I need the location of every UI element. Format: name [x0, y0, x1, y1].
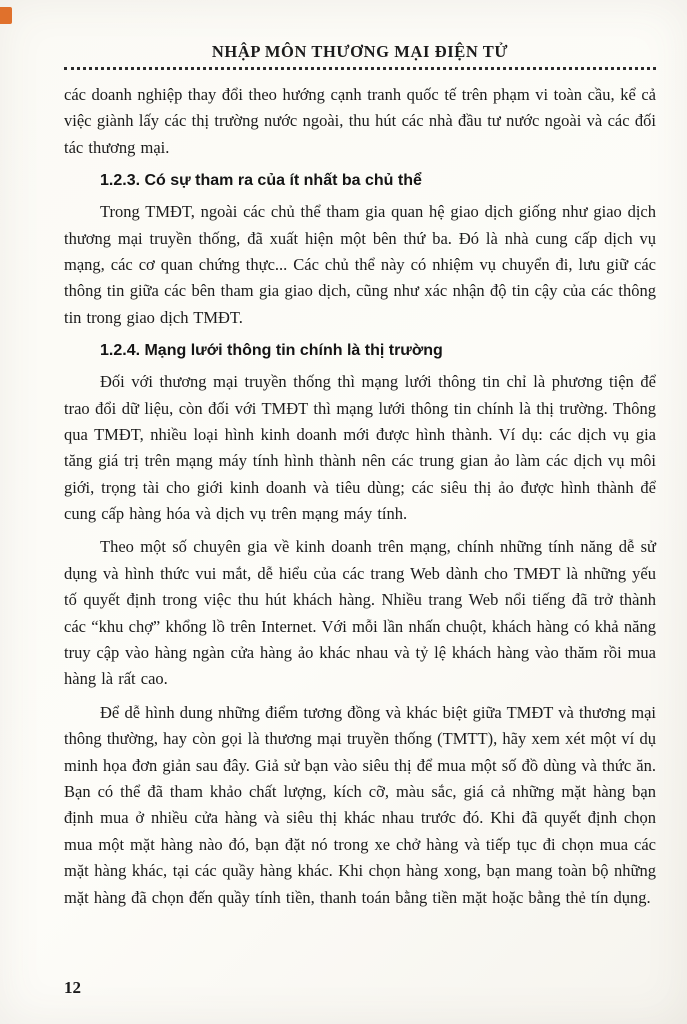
page-number: 12 — [64, 978, 81, 997]
running-header-title: NHẬP MÔN THƯƠNG MẠI ĐIỆN TỬ — [211, 42, 509, 61]
scan-corner-mark — [0, 7, 12, 24]
section-heading-1-2-4: 1.2.4. Mạng lưới thông tin chính là thị trường — [100, 342, 443, 360]
paragraph: Trong TMĐT, ngoài các chủ thể tham gia quan hệ giao dịch giống như giao dịch thương mại truyền thống, đã xuất hiện một bên thứ ba. Đó là nhà cung cấp dịch vụ mạng, các cơ quan chứng thực... Các chủ thể này có nhiệm vụ chuyển đi, lưu giữ các thông tin giữa các bên tham gia giao dịch, cũng như xác nhận độ tin cậy của các thông tin trong giao dịch TMĐT. — [64, 202, 656, 327]
paragraph: Để dễ hình dung những điểm tương đồng và khác biệt giữa TMĐT và thương mại thông thường, hay còn gọi là thương mại truyền thống (TMTT), hãy xem xét một ví dụ minh họa đơn giản sau đây. Giả sử bạn vào siêu thị để mua một số đồ dùng và thức ăn. Bạn có thể đã tham khảo chất lượng, kích cỡ, màu sắc, giá cả những mặt hàng bạn định mua ở nhiều cửa hàng và siêu thị khác nhau trước đó. Khi đã quyết định chọn mua một mặt hàng nào đó, bạn đặt nó trong xe chở hàng và tiếp tục đi chọn mua các mặt hàng khác, tại các quầy hàng khác. Khi chọn hàng xong, bạn mang toàn bộ những mặt hàng đã chọn đến quầy tính tiền, thanh toán bằng tiền mặt hoặc bằng thẻ tín dụng. — [64, 702, 656, 907]
header-dotted-rule — [64, 67, 656, 70]
page-content — [64, 42, 656, 918]
paragraph-continuation: các doanh nghiệp thay đổi theo hướng cạnh tranh quốc tế trên phạm vi toàn cầu, kể cả việc giành lấy các thị trường nước ngoài, thu hút các nhà đầu tư nước ngoài và các đối tác thương mại. — [64, 85, 656, 157]
paragraph: Đối với thương mại truyền thống thì mạng lưới thông tin chỉ là phương tiện để trao đổi dữ liệu, còn đối với TMĐT thì mạng lưới thông tin chính là thị trường. Thông qua TMĐT, nhiều loại hình kinh doanh mới được hình thành. Ví dụ: các dịch vụ gia tăng giá trị trên mạng máy tính hình thành nên các trung gian ảo làm các dịch vụ môi giới, trọng tài cho giới kinh doanh và tiêu dùng; các siêu thị ảo được hình thành để cung cấp hàng hóa và dịch vụ trên mạng máy tính. — [64, 372, 656, 524]
paragraph: Theo một số chuyên gia về kinh doanh trên mạng, chính những tính năng dễ sử dụng và hình thức vui mắt, dễ hiểu của các trang Web dành cho TMĐT là những yếu tố quyết định trong việc thu hút khách hàng. Nhiều trang Web nổi tiếng đã trở thành các “khu chợ” khổng lồ trên Internet. Với mỗi lần nhấn chuột, khách hàng có khả năng truy cập vào hàng ngàn cửa hàng ảo khác nhau và tỷ lệ khách hàng vào thăm rồi mua hàng là rất cao. — [64, 537, 656, 689]
section-heading-1-2-3: 1.2.3. Có sự tham ra của ít nhất ba chủ thể — [100, 172, 422, 190]
